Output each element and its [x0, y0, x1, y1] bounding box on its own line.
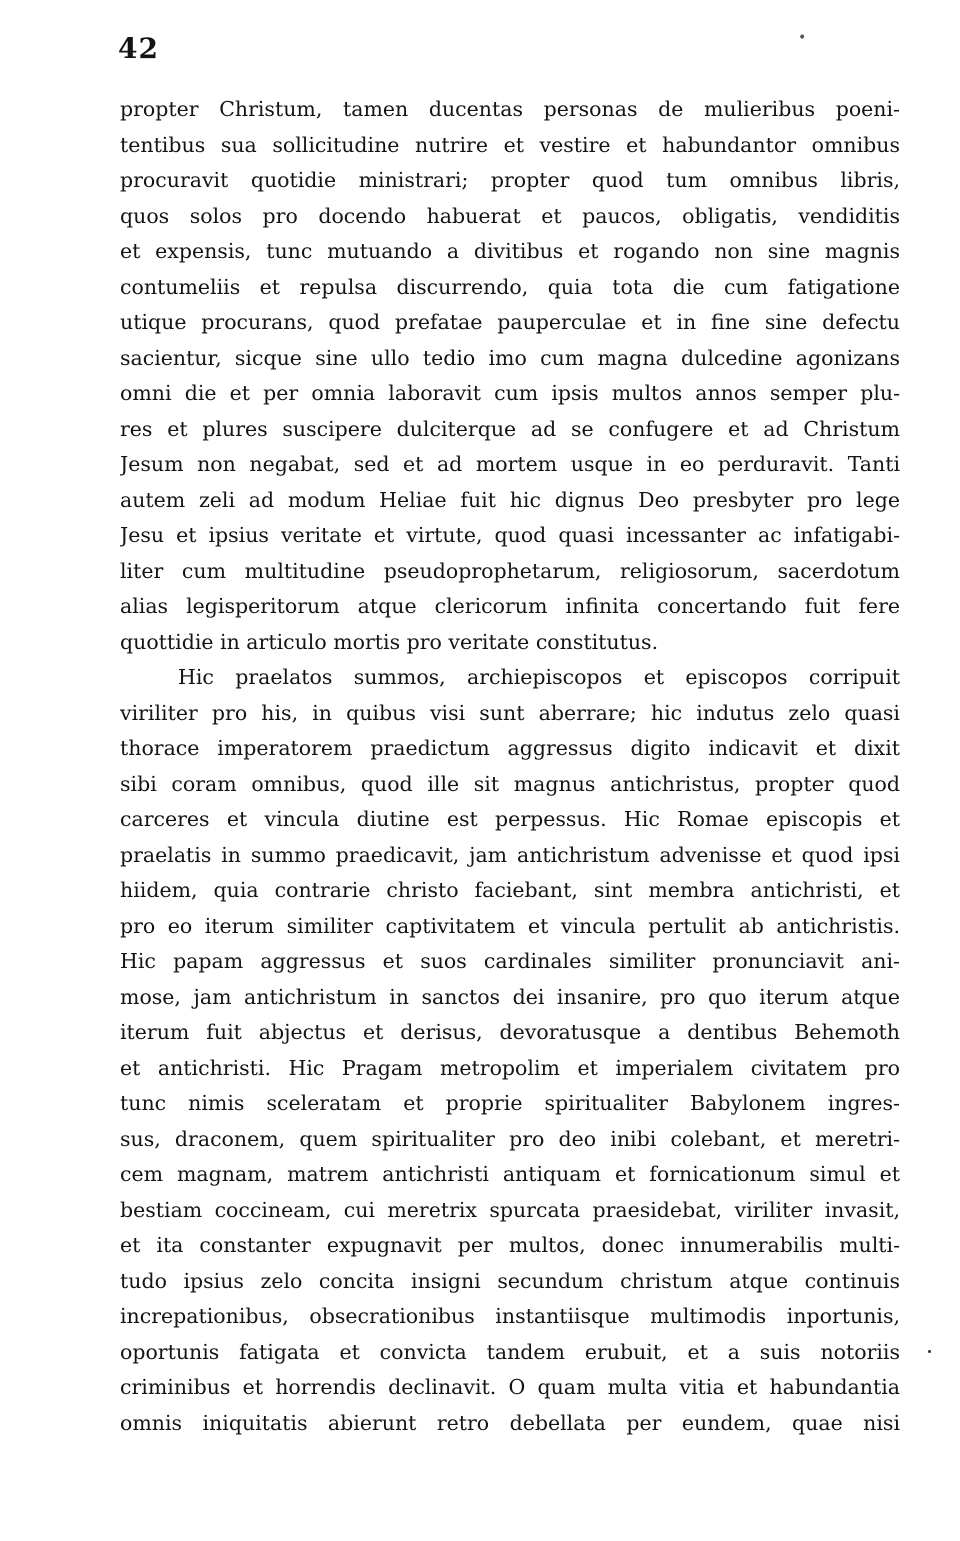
text-line: cem magnam, matrem antichristi antiquam et fornicationum simul et	[120, 1162, 900, 1186]
text-line: mose, jam antichristum in sanctos dei insanire, pro quo iterum atque	[120, 984, 900, 1009]
text-line: et expensis, tunc mutuando a divitibus et rogando non sine magnis	[120, 239, 900, 263]
text-line: omni die et per omnia laboravit cum ipsis multos annos semper plu-	[120, 381, 900, 405]
text-line: pro eo iterum similiter captivitatem et vincula pertulit ab antichristis.	[120, 913, 900, 938]
text-line: propter Christum, tamen ducentas personas de mulieribus poeni-	[120, 97, 900, 121]
text-line: praelatis in summo praedicavit, jam antichristum advenisse et quod ipsi	[120, 842, 900, 867]
text-line: oportunis fatigata et convicta tandem erubuit, et a suis notoriis	[120, 1339, 900, 1364]
text-line: hiidem, quia contrarie christo faciebant, sint membra antichristi, et	[120, 878, 900, 902]
text-line: procuravit quotidie ministrari; propter quod tum omnibus libris,	[120, 168, 900, 192]
text-line: carceres et vincula diutine est perpessus. Hic Romae episcopis et	[120, 807, 900, 831]
text-line: alias legisperitorum atque clericorum infinita concertando fuit fere	[120, 594, 900, 618]
text-line: res et plures suscipere dulciterque ad se confugere et ad Christum	[120, 416, 900, 441]
text-line: viriliter pro his, in quibus visi sunt aberrare; hic indutus zelo quasi	[120, 700, 900, 725]
page-number: 42	[118, 32, 159, 65]
text-line: tudo ipsius zelo concita insigni secundum christum atque continuis	[120, 1268, 900, 1293]
paragraph-end-line: quottidie in articulo mortis pro veritate constitutus.	[120, 629, 659, 654]
text-line: bestiam coccineam, cui meretrix spurcata praesidebat, viriliter invasit,	[120, 1197, 900, 1222]
text-line: sus, draconem, quem spiritualiter pro deo inibi colebant, et meretri-	[120, 1126, 900, 1151]
body-text	[120, 92, 900, 1441]
text-line: sacientur, sicque sine ullo tedio imo cum magna dulcedine agonizans	[120, 345, 900, 370]
text-line: utique procurans, quod prefatae pauperculae et in fine sine defectu	[120, 310, 900, 334]
margin-speck	[928, 1350, 931, 1353]
print-speck: •	[798, 30, 807, 46]
text-line: increpationibus, obsecrationibus instantiisque multimodis inportunis,	[120, 1304, 900, 1328]
text-line: iterum fuit abjectus et derisus, devoratusque a dentibus Behemoth	[120, 1020, 900, 1044]
text-line: tentibus sua sollicitudine nutrire et vestire et habundantor omnibus	[120, 132, 900, 157]
paragraph-start-line: Hic praelatos summos, archiepiscopos et episcopos corripuit	[178, 665, 900, 689]
text-line: sibi coram omnibus, quod ille sit magnus antichristus, propter quod	[120, 771, 900, 796]
text-line: criminibus et horrendis declinavit. O quam multa vitia et habundantia	[120, 1375, 900, 1399]
text-line: autem zeli ad modum Heliae fuit hic dignus Deo presbyter pro lege	[120, 487, 900, 512]
text-line: et antichristi. Hic Pragam metropolim et imperialem civitatem pro	[120, 1055, 900, 1080]
text-line: et ita constanter expugnavit per multos, donec innumerabilis multi-	[120, 1233, 900, 1257]
text-line: omnis iniquitatis abierunt retro debellata per eundem, quae nisi	[120, 1410, 900, 1435]
text-line: Hic papam aggressus et suos cardinales similiter pronunciavit ani-	[120, 949, 900, 973]
text-line: thorace imperatorem praedictum aggressus digito indicavit et dixit	[120, 736, 900, 760]
text-line: tunc nimis sceleratam et proprie spiritualiter Babylonem ingres-	[120, 1091, 900, 1115]
text-line: Jesu et ipsius veritate et virtute, quod quasi incessanter ac infatigabi-	[120, 523, 900, 547]
text-line: contumeliis et repulsa discurrendo, quia tota die cum fatigatione	[120, 274, 900, 299]
text-line: Jesum non negabat, sed et ad mortem usque in eo perduravit. Tanti	[120, 452, 900, 476]
text-line: liter cum multitudine pseudoprophetarum, religiosorum, sacerdotum	[120, 558, 900, 583]
text-line: quos solos pro docendo habuerat et paucos, obligatis, vendiditis	[120, 203, 900, 228]
